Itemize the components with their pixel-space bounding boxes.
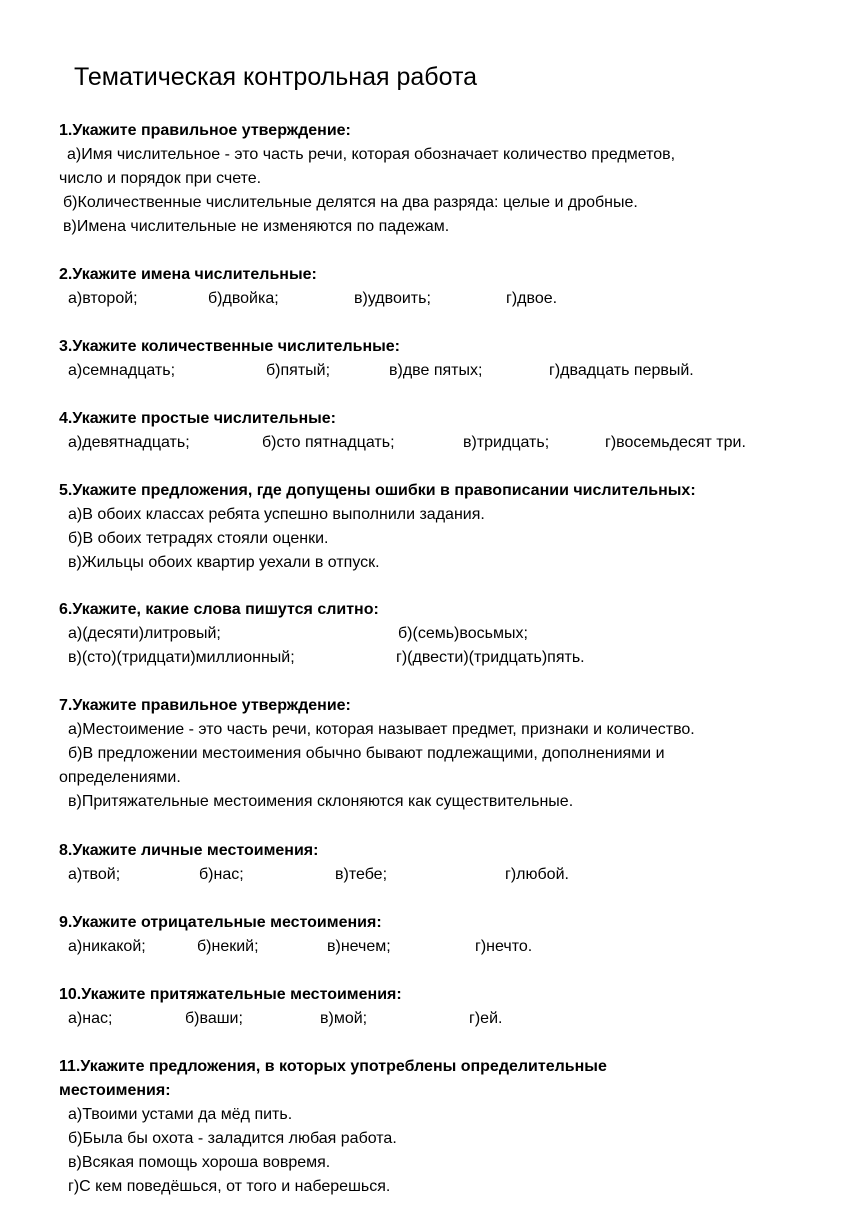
page-title: Тематическая контрольная работа <box>74 63 478 91</box>
answer-option: а)второй; <box>68 290 138 307</box>
answer-option: в)мой; <box>320 1010 368 1027</box>
answer-option-continued: число и порядок при счете. <box>59 170 262 187</box>
options-row <box>59 359 849 383</box>
question-title: 6.Укажите, какие слова пишутся слитно: <box>59 601 379 618</box>
answer-option: в)тебе; <box>335 866 388 883</box>
question-7 <box>59 694 849 814</box>
options-row <box>59 287 849 311</box>
answer-option: б)(семь)восьмых; <box>398 625 528 642</box>
question-title: 9.Укажите отрицательные местоимения: <box>59 914 382 931</box>
answer-option-continued: определениями. <box>59 769 181 786</box>
answer-option: в)(сто)(тридцати)миллионный; <box>68 649 295 666</box>
answer-option: а)(десяти)литровый; <box>68 625 221 642</box>
answer-option: а)твой; <box>68 866 121 883</box>
question-1 <box>59 119 849 239</box>
options-row <box>59 1007 849 1031</box>
options-row <box>59 431 849 455</box>
question-10 <box>59 983 849 1031</box>
answer-option: в)Имена числительные не изменяются по падежам. <box>63 218 450 235</box>
question-title: 2.Укажите имена числительные: <box>59 266 317 283</box>
options-row <box>59 935 849 959</box>
options-row <box>59 622 849 646</box>
answer-option: в)две пятых; <box>389 362 483 379</box>
question-11 <box>59 1055 849 1199</box>
question-4 <box>59 407 849 455</box>
answer-option: г)двое. <box>506 290 558 307</box>
answer-option: в)Жильцы обоих квартир уехали в отпуск. <box>68 554 380 571</box>
question-2 <box>59 263 849 311</box>
question-title: 7.Укажите правильное утверждение: <box>59 697 351 714</box>
answer-option: а)В обоих классах ребята успешно выполнили задания. <box>68 506 485 523</box>
answer-option: г)С кем поведёшься, от того и наберешься. <box>68 1178 391 1195</box>
answer-option: в)нечем; <box>327 938 391 955</box>
answer-option: б)двойка; <box>208 290 279 307</box>
answer-option: б)нас; <box>199 866 244 883</box>
question-title: 4.Укажите простые числительные: <box>59 410 337 427</box>
answer-option: а)нас; <box>68 1010 113 1027</box>
question-5 <box>59 479 849 575</box>
question-title: 11.Укажите предложения, в которых употреблены определительные <box>59 1058 607 1075</box>
answer-option: г)любой. <box>505 866 569 883</box>
answer-option: б)ваши; <box>185 1010 243 1027</box>
question-title: 8.Укажите личные местоимения: <box>59 842 319 859</box>
question-8 <box>59 839 849 887</box>
answer-option: г)ей. <box>469 1010 503 1027</box>
question-6 <box>59 598 849 670</box>
answer-option: б)сто пятнадцать; <box>262 434 395 451</box>
options-row <box>59 646 849 670</box>
answer-option: б)В предложении местоимения обычно бывают подлежащими, дополнениями и <box>68 745 665 762</box>
answer-option: б)Количественные числительные делятся на два разряда: целые и дробные. <box>63 194 638 211</box>
answer-option: б)В обоих тетрадях стояли оценки. <box>68 530 329 547</box>
answer-option: а)Местоимение - это часть речи, которая называет предмет, признаки и количество. <box>68 721 695 738</box>
answer-option: б)некий; <box>197 938 259 955</box>
answer-option: г)нечто. <box>475 938 533 955</box>
options-row <box>59 863 849 887</box>
answer-option: г)двадцать первый. <box>549 362 694 379</box>
answer-option: в)тридцать; <box>463 434 550 451</box>
question-title: 10.Укажите притяжательные местоимения: <box>59 986 402 1003</box>
answer-option: б)пятый; <box>266 362 331 379</box>
answer-option: в)Притяжательные местоимения склоняются как существительные. <box>68 793 574 810</box>
answer-option: а)никакой; <box>68 938 146 955</box>
question-3 <box>59 335 849 383</box>
answer-option: г)(двести)(тридцать)пять. <box>396 649 585 666</box>
question-title: 5.Укажите предложения, где допущены ошибки в правописании числительных: <box>59 482 696 499</box>
question-title-continued: местоимения: <box>59 1082 171 1099</box>
answer-option: а)девятнадцать; <box>68 434 190 451</box>
answer-option: а)Имя числительное - это часть речи, которая обозначает количество предметов, <box>67 146 676 163</box>
question-title: 1.Укажите правильное утверждение: <box>59 122 351 139</box>
question-9 <box>59 911 849 959</box>
answer-option: а)Твоими устами да мёд пить. <box>68 1106 293 1123</box>
answer-option: а)семнадцать; <box>68 362 176 379</box>
answer-option: в)Всякая помощь хороша вовремя. <box>68 1154 331 1171</box>
question-title: 3.Укажите количественные числительные: <box>59 338 401 355</box>
answer-option: б)Была бы охота - заладится любая работа. <box>68 1130 397 1147</box>
answer-option: г)восемьдесят три. <box>605 434 746 451</box>
answer-option: в)удвоить; <box>354 290 431 307</box>
